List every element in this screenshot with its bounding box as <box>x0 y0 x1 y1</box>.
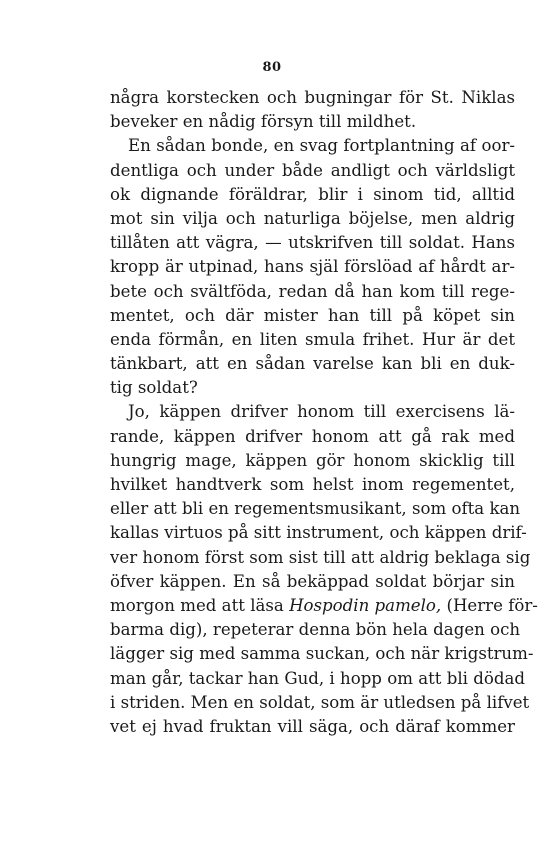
page-number: 80 <box>262 60 282 75</box>
text-line: några korstecken och bugningar för St. Niklas <box>110 88 515 107</box>
text-line: rande, käppen drifver honom att gå rak med <box>110 426 515 446</box>
text-line: lägger sig med samma suckan, och när krigstrum- <box>110 644 534 664</box>
body-text <box>110 86 538 739</box>
text-line: barma dig), repeterar denna bön hela dagen och <box>110 620 521 640</box>
text-line: hungrig mage, käppen gör honom skicklig till <box>110 450 515 470</box>
text-line: kropp är utpinad, hans själ förslöad af hårdt ar- <box>110 257 515 277</box>
text-line: tillåten att vägra, — utskrifven till soldat. Hans <box>110 233 515 253</box>
text-line: ok dignande föräldrar, blir i sinom tid, alltid <box>110 184 515 204</box>
italic-title: Hospodin pamelo, <box>289 595 442 615</box>
text-line: enda förmån, en liten smula frihet. Hur är det <box>110 329 515 349</box>
text-line: ver honom först som sist till att aldrig beklaga sig <box>110 547 531 567</box>
text-line: tänkbart, att en sådan varelse kan bli en duk- <box>110 354 515 374</box>
text-line: En sådan bonde, en svag fortplantning af oor- <box>128 136 515 156</box>
text-line: eller att bli en regementsmusikant, som ofta kan <box>110 499 521 519</box>
text-line: man går, tackar han Gud, i hopp om att bli dödad <box>110 668 525 688</box>
text-line: tig soldat? <box>110 378 198 398</box>
text-line: öfver käppen. En så bekäppad soldat börjar sin <box>110 571 515 591</box>
text-segment: (Herre för- <box>441 595 538 615</box>
text-line: kallas virtuos på sitt instrument, och käppen drif- <box>110 523 527 543</box>
text-line: mot sin vilja och naturliga böjelse, men aldrig <box>110 208 515 228</box>
text-line: Jo, käppen drifver honom till exercisens lä- <box>128 402 515 422</box>
text-line <box>110 594 538 618</box>
text-segment: morgon med att läsa <box>110 595 290 615</box>
text-line: i striden. Men en soldat, som är utledsen på lifvet <box>110 692 530 712</box>
text-line: dentliga och under både andligt och världsligt <box>110 160 515 180</box>
text-line: vet ej hvad fruktan vill säga, och däraf kommer <box>110 716 515 736</box>
text-line: bete och svältföda, redan då han kom till rege- <box>110 281 515 301</box>
text-line: beveker en nådig försyn till mildhet. <box>110 112 417 132</box>
text-line: mentet, och där mister han till på köpet sin <box>110 305 515 325</box>
text-line: hvilket handtverk som helst inom regementet, <box>110 475 515 494</box>
